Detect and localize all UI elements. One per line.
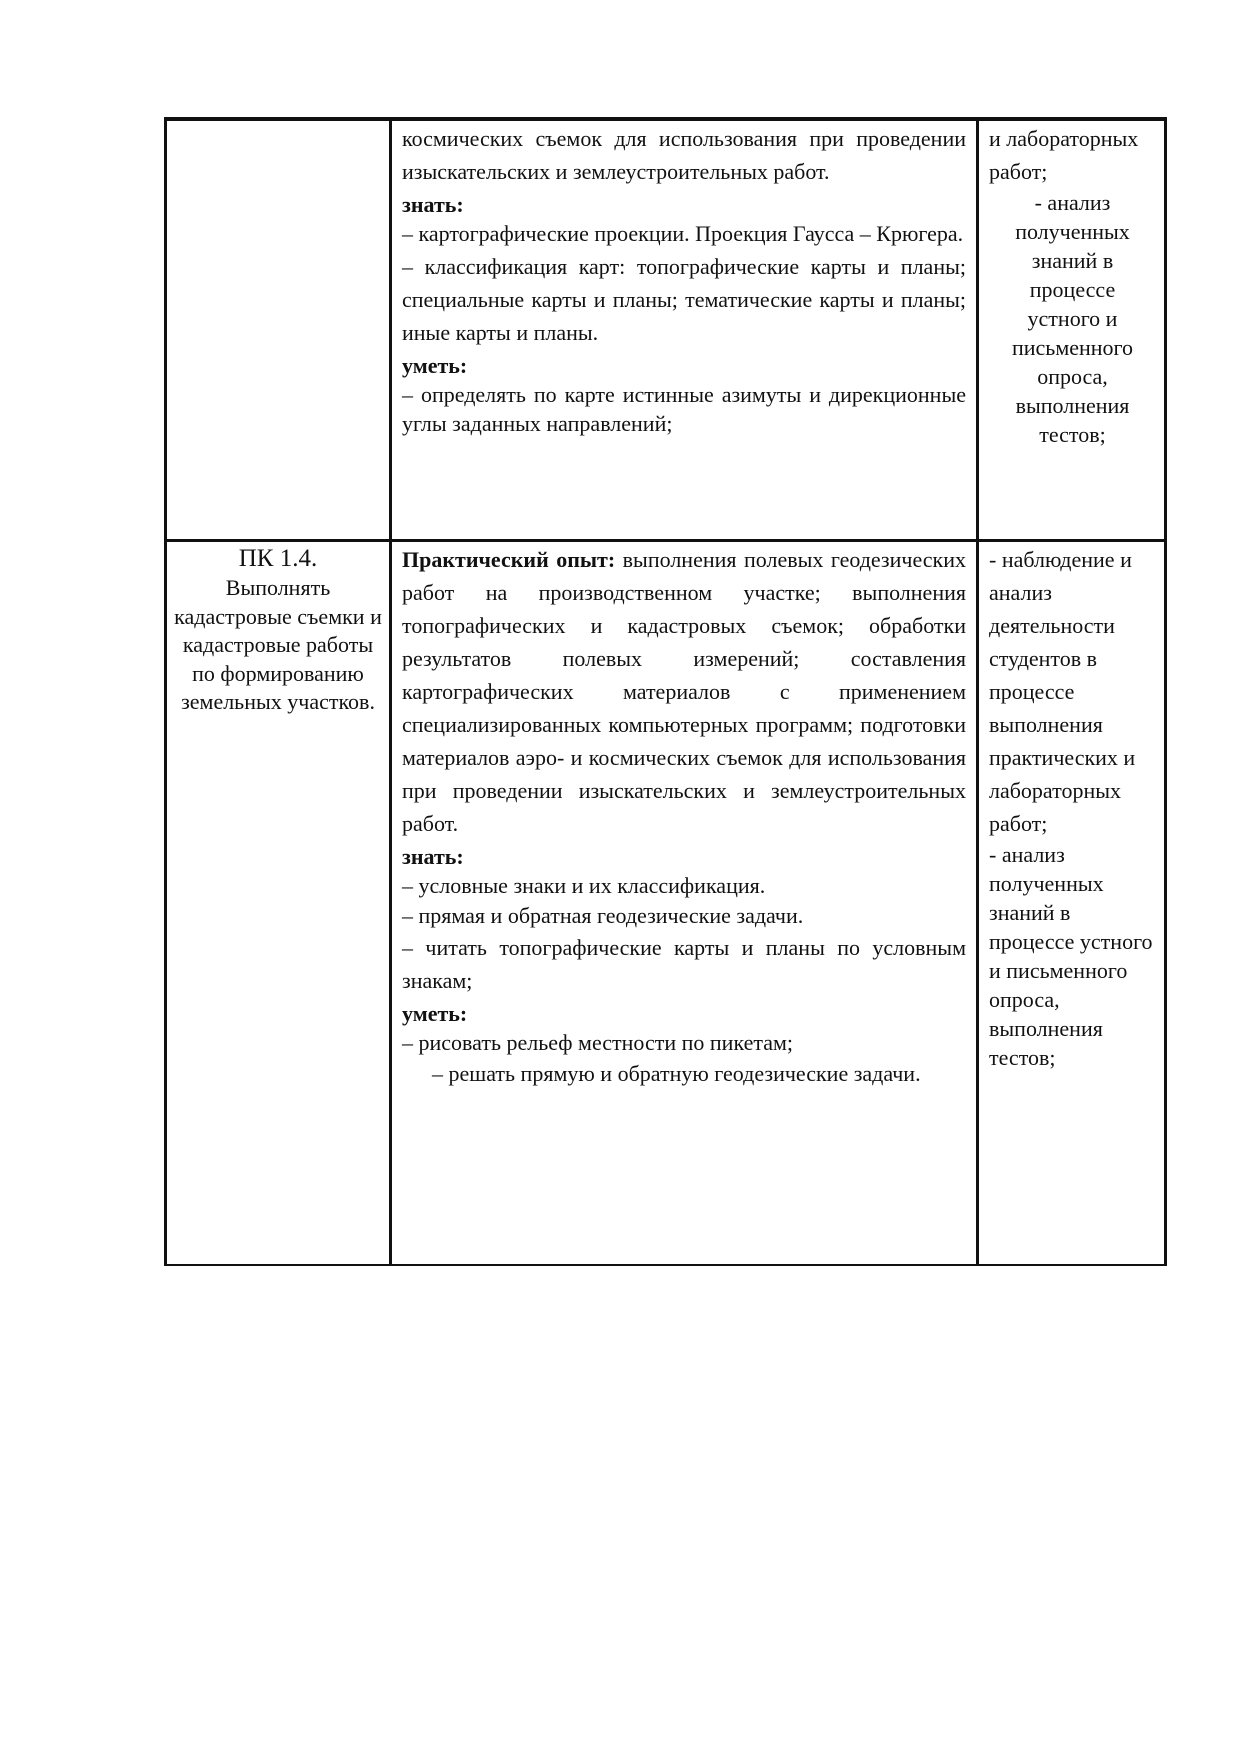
- learning-outcomes-cell: [391, 541, 978, 1266]
- table-row: [166, 541, 1166, 1266]
- know-label: знать:: [402, 192, 464, 217]
- skill-item: – рисовать рельеф местности по пикетам;: [402, 1030, 794, 1055]
- practice-label: Практический опыт:: [402, 547, 616, 572]
- assessment-observation: - наблюдение и анализ деятельности студентов в процессе выполнения практических и лабораторных работ;: [989, 547, 1136, 836]
- assessment-cell: [978, 119, 1166, 541]
- competency-description: Выполнять кадастровые съемки и кадастровые работы по формированию земельных участков.: [174, 575, 382, 714]
- know-item: – классификация карт: топографические карты и планы; специальные карты и планы; тематические карты и планы; иные карты и планы.: [402, 254, 966, 345]
- table-row: [166, 119, 1166, 541]
- learning-outcomes-cell: [391, 119, 978, 541]
- competency-code-cell: [166, 119, 391, 541]
- assessment-analysis: - анализ полученных знаний в процессе устного и письменного опроса, выполнения тестов;: [989, 842, 1153, 1070]
- practice-paragraph: [402, 543, 966, 840]
- practice-text: выполнения полевых геодезических работ на производственном участке; выполнения топографических и кадастровых съемок; обработки результатов полевых измерений; составления картографических материалов с применением специализированных компьютерных программ; подготовки материалов аэро- и космических съемок для использования при проведении изыскательских и землеустроительных работ.: [402, 547, 966, 836]
- competency-table: [164, 117, 1167, 1266]
- know-item: – читать топографические карты и планы по условным знакам;: [402, 935, 966, 993]
- know-item: – картографические проекции. Проекция Гаусса – Крюгера.: [402, 221, 964, 246]
- know-item: – условные знаки и их классификация.: [402, 873, 766, 898]
- skill-label: уметь:: [402, 353, 468, 378]
- know-item: – прямая и обратная геодезические задачи.: [402, 903, 804, 928]
- skill-item: – решать прямую и обратную геодезические задачи.: [432, 1061, 921, 1086]
- competency-code: ПК 1.4.: [238, 545, 318, 572]
- skill-item: – определять по карте истинные азимуты и дирекционные углы заданных направлений;: [402, 382, 966, 436]
- assessment-analysis: - анализ полученных знаний в процессе устного и письменного опроса, выполнения тестов;: [1011, 190, 1134, 447]
- assessment-cell: [978, 541, 1166, 1266]
- skill-label: уметь:: [402, 1001, 468, 1026]
- competency-code-cell: [166, 541, 391, 1266]
- know-label: знать:: [402, 844, 464, 869]
- practice-continuation: космических съемок для использования при проведении изыскательских и землеустроительных работ.: [402, 126, 966, 184]
- assessment-observation: и лабораторных работ;: [989, 126, 1139, 184]
